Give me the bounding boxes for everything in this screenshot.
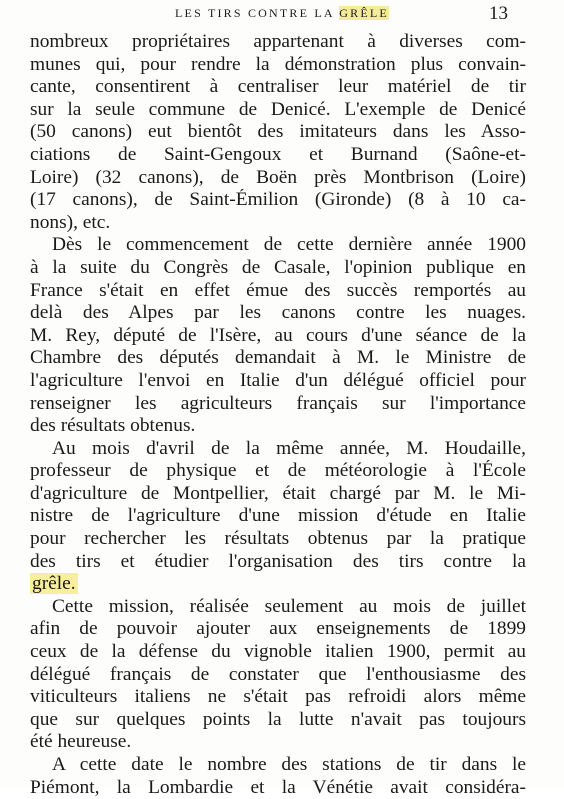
text-line: Chambre des députés demandait à M. le Ministre de [30, 347, 526, 369]
text-line: Piémont, la Lombardie et la Vénétie avait considéra- [30, 776, 526, 798]
text-line: été heureuse. [30, 731, 132, 753]
highlighted-line [30, 573, 526, 596]
text-line: des tirs et étudier l'organisation des tirs contre la [30, 550, 526, 572]
text-line: que sur quelques points la lutte n'avait pas toujours [30, 708, 526, 730]
page-number: 13 [489, 3, 508, 24]
text-line: sur la seule commune de Denicé. L'exemple de Denicé [30, 98, 526, 120]
text-line: afin de pouvoir ajouter aux enseignements de 1899 [30, 618, 526, 640]
text-line: viticulteurs italiens ne s'était pas refroidi alors même [30, 686, 526, 708]
text-line: des résultats obtenus. [30, 415, 196, 437]
text-line: Cette mission, réalisée seulement au mois de juillet [52, 595, 526, 617]
text-line: Dès le commencement de cette dernière année 1900 [52, 234, 526, 256]
paragraph-group-after [30, 596, 526, 799]
text-line: Au mois d'avril de la même année, M. Houdaille, [52, 437, 526, 459]
text-line: renseigner les agriculteurs français sur l'importance [30, 392, 526, 414]
text-line: ceux de la défense du vignoble italien 1900, permit au [30, 641, 526, 663]
text-line: delà des Alpes par les canons contre les nuages. [30, 302, 526, 324]
text-line: l'agriculture l'envoi en Italie d'un délégué officiel pour [30, 369, 526, 391]
text-line: cante, consentirent à centraliser leur matériel de tir [30, 76, 526, 98]
text-line: Loire) (32 canons), de Boën près Montbrison (Loire) [30, 166, 526, 188]
text-line: professeur de physique et de météorologie à l'École [30, 460, 526, 482]
running-title-highlight: GRÊLE [339, 6, 389, 20]
text-line: nombreux propriétaires appartenant à diverses com- [30, 31, 526, 52]
running-title [0, 6, 564, 21]
text-line: (17 canons), de Saint-Émilion (Gironde) (8 à 10 ca- [30, 189, 526, 211]
text-line: nistre de l'agriculture d'une mission d'étude en Italie [30, 505, 526, 527]
running-head [0, 3, 564, 27]
text-line: à la suite du Congrès de Casale, l'opinion publique en [30, 256, 526, 278]
body-text [30, 31, 526, 799]
paragraph-group-before [30, 31, 526, 573]
text-line: nons), etc. [30, 211, 111, 233]
running-title-text: LES TIRS CONTRE LA [175, 6, 340, 20]
text-line: M. Rey, député de l'Isère, au cours d'une séance de la [30, 324, 526, 346]
text-line: ciations de Saint-Gengoux et Burnand (Saône-et- [30, 143, 526, 165]
text-line: (50 canons) eut bientôt des imitateurs dans les Asso- [30, 121, 526, 143]
text-line: A cette date le nombre des stations de tir dans le [52, 754, 526, 775]
text-line: pour rechercher les résultats obtenus par la pratique [30, 528, 526, 550]
text-line: France s'était en effet émue des succès remportés au [30, 279, 526, 301]
text-line: munes qui, pour rendre la démonstration plus convain- [30, 53, 526, 75]
highlighted-word: grêle. [32, 573, 76, 595]
text-line: d'agriculture de Montpellier, était chargé par M. le Mi- [30, 482, 526, 504]
text-line: délégué français de constater que l'enthousiasme des [30, 663, 526, 685]
